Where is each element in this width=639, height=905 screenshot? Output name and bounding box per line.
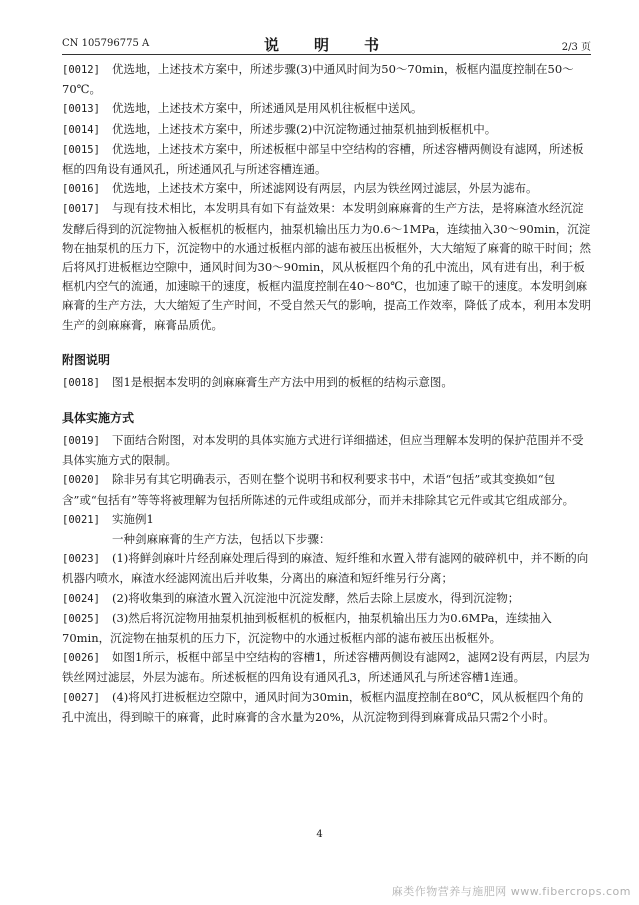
- document-body: [62, 60, 591, 727]
- paragraph-number: [0024]: [62, 592, 100, 605]
- paragraph: [62, 140, 591, 179]
- paragraph: [62, 609, 591, 648]
- watermark-text: 麻类作物营养与施肥网 www.fibercrops.com: [391, 885, 631, 898]
- header-page-indicator: 2/3 页: [561, 42, 591, 53]
- paragraph-group-figures: [62, 373, 591, 393]
- paragraph-number: [0017]: [62, 203, 100, 216]
- document-header: [62, 34, 591, 55]
- paragraph-number: [0020]: [62, 474, 100, 487]
- paragraph: [62, 431, 591, 470]
- paragraph-text: (2)将收集到的麻渣水置入沉淀池中沉淀发酵，然后去除上层废水，得到沉淀物；: [112, 590, 520, 605]
- section-heading-figures: 附图说明: [62, 352, 111, 367]
- paragraph-number: [0026]: [62, 652, 100, 665]
- paragraph-number: [0019]: [62, 435, 100, 448]
- paragraph-number: [0023]: [62, 553, 100, 566]
- document-title: 说 明 书: [263, 36, 389, 54]
- paragraph: [62, 510, 591, 530]
- paragraph: [62, 99, 591, 119]
- paragraph-text: (3)然后将沉淀物用抽泵机抽到板框机的板框内，抽泵机输出压力为0.6MPa，连续抽入70min，沉淀物在抽泵机的压力下，沉淀物中的水通过板框内部的滤布被压出板框外。: [62, 610, 552, 646]
- paragraph: [62, 60, 591, 99]
- paragraph-number: [0015]: [62, 143, 100, 156]
- page-number: 4: [316, 829, 323, 840]
- paragraph-text: 优选地，上述技术方案中，所述滤网设有两层，内层为铁丝网过滤层，外层为滤布。: [112, 181, 538, 196]
- paragraph-text: 优选地，上述技术方案中，所述步骤(3)中通风时间为50～70min，板框内温度控制在50～70℃。: [62, 62, 574, 97]
- paragraph-text: 优选地，上述技术方案中，所述板框中部呈中空结构的容槽，所述容槽两侧设有滤网，所述板框的四角设有通风孔，所述通风孔与所述容槽连通。: [62, 141, 584, 177]
- paragraph-group-benefits: [62, 60, 591, 335]
- paragraph: [62, 199, 591, 334]
- paragraph: [62, 470, 591, 509]
- paragraph-number: [0013]: [62, 103, 100, 116]
- paragraph-text: 优选地，上述技术方案中，所述通风是用风机往板框中送风。: [112, 101, 423, 116]
- paragraph-number: [0012]: [62, 64, 100, 76]
- publication-number: CN 105796775 A: [62, 38, 150, 49]
- paragraph-text: 实施例1: [112, 511, 154, 526]
- paragraph: [62, 688, 591, 727]
- paragraph-group-embodiment: [62, 431, 591, 727]
- paragraph: [62, 648, 591, 687]
- paragraph: [62, 373, 591, 393]
- paragraph: [62, 120, 591, 140]
- paragraph-text: 一种剑麻麻膏的生产方法，包括以下步骤：: [112, 532, 331, 547]
- paragraph-text: 下面结合附图，对本发明的具体实施方式进行详细描述，但应当理解本发明的保护范围并不受具体实施方式的限制。: [62, 433, 584, 468]
- paragraph: [62, 589, 591, 609]
- paragraph-number: [0027]: [62, 691, 100, 704]
- paragraph-text: 图1是根据本发明的剑麻麻膏生产方法中用到的板框的结构示意图。: [112, 374, 453, 389]
- section-heading-embodiment: 具体实施方式: [62, 411, 135, 426]
- paragraph: [62, 549, 591, 588]
- paragraph-text: 如图1所示，板框中部呈中空结构的容槽1，所述容槽两侧设有滤网2，滤网2设有两层，内层为铁丝网过滤层，外层为滤布。所述板框的四角设有通风孔3，所述通风孔与所述容槽1连通。: [62, 650, 590, 685]
- paragraph: [62, 530, 591, 549]
- paragraph-number: [0014]: [62, 123, 100, 136]
- paragraph-text: (4)将风打进板框边空隙中，通风时间为30min，板框内温度控制在80℃，风从板框四个角的孔中流出，得到晾干的麻膏，此时麻膏的含水量为20%，从沉淀物到得到麻膏成品只需2个小时。: [62, 689, 584, 724]
- paragraph-number: [0021]: [62, 513, 100, 526]
- paragraph-text: 除非另有其它明确表示，否则在整个说明书和权利要求书中，术语“包括”或其变换如“包含”或“包括有”等等将被理解为包括所陈述的元件或组成部分，而并未排除其它元件或其它组成部分。: [62, 472, 575, 507]
- paragraph-number: [0016]: [62, 183, 100, 196]
- paragraph-text: 优选地，上述技术方案中，所述步骤(2)中沉淀物通过抽泵机抽到板框机中。: [112, 121, 497, 136]
- paragraph-number: [0018]: [62, 376, 100, 389]
- paragraph-number: [0025]: [62, 612, 100, 625]
- paragraph-text: 与现有技术相比，本发明具有如下有益效果：本发明剑麻麻膏的生产方法，是将麻渣水经沉淀发酵后得到的沉淀物抽入板框机的板框内，抽泵机输出压力为0.6～1MPa，连续抽入30～90min，沉淀物在抽泵机的压力下，沉淀物中的水通过板框内部的滤布被压出板框外，大大缩短了麻膏的晾干时间；然后将风打进板框边空隙中，通风时间为30～90min，风从板框四个角的孔中流出，风有进有出，利于板框机内空气的流通，加速晾干的速度，板框内温度控制在40～80℃，也加速了晾干的速度。本发明剑麻麻膏的生产方法，大大缩短了生产时间，不受自然天气的影响，提高工作效率，降低了成本，利用本发明生产的剑麻麻膏，麻膏品质优。: [62, 201, 591, 332]
- paragraph-text: (1)将鲜剑麻叶片经刮麻处理后得到的麻渣、短纤维和水置入带有滤网的破碎机中，并不断的向机器内喷水，麻渣水经滤网流出后并收集，分离出的麻渣和短纤维另行分离；: [62, 551, 589, 586]
- paragraph: [62, 179, 591, 199]
